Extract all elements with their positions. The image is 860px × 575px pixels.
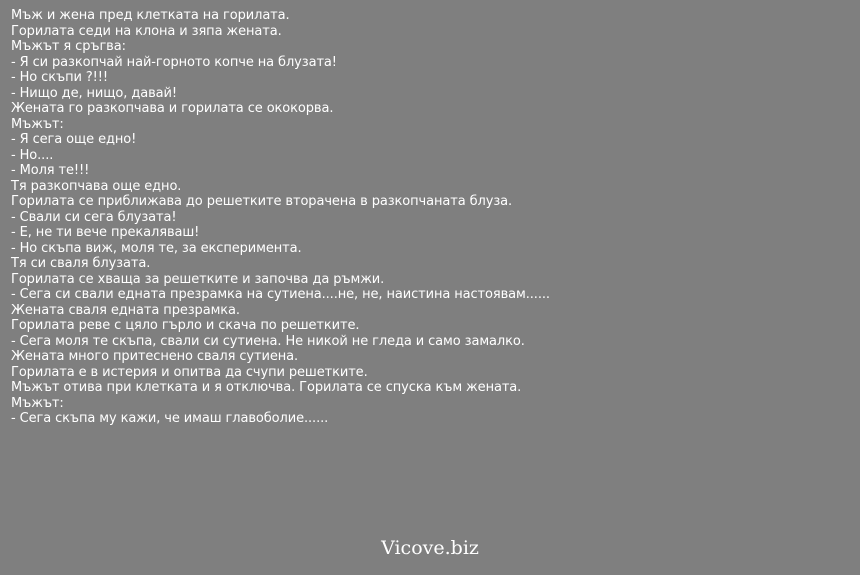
joke-line: - Но скъпа виж, моля те, за експеримента. — [11, 240, 302, 256]
joke-line: Мъж и жена пред клетката на горилата. — [11, 8, 290, 23]
joke-line: - Сега моля те скъпа, свали си сутиена. Не никой не гледа и само замалко. — [11, 333, 525, 349]
joke-line: Мъжът отива при клетката и я отключва. Горилата се спуска към жената. — [11, 380, 522, 395]
joke-line: Горилата се хваща за решетките и започва да ръмжи. — [11, 271, 385, 287]
joke-line: Тя си сваля блузата. — [11, 256, 151, 271]
joke-line: - Но скъпи ?!!! — [11, 70, 108, 85]
joke-line: - Нищо де, нищо, давай! — [11, 85, 177, 101]
joke-line: - Сега си свали едната презрамка на сутиена....не, не, наистина настоявам...... — [11, 287, 550, 302]
joke-line: Горилата е в истерия и опитва да счупи решетките. — [11, 364, 368, 380]
joke-line: Мъжът: — [11, 116, 64, 132]
joke-text — [11, 8, 851, 427]
joke-line: - Сега скъпа му кажи, че имаш главоболие...... — [11, 411, 329, 426]
joke-line: Мъжът я сръгва: — [11, 39, 126, 54]
joke-line: Жената сваля едната презрамка. — [11, 302, 240, 318]
joke-line: Горилата седи на клона и зяпа жената. — [11, 23, 282, 39]
joke-line: - Свали си сега блузата! — [11, 209, 177, 225]
joke-line: Горилата се приближава до решетките вторачена в разкопчаната блуза. — [11, 194, 513, 209]
joke-line: - Е, не ти вече прекаляваш! — [11, 225, 200, 240]
joke-line: - Моля те!!! — [11, 163, 90, 178]
joke-line: - Но.... — [11, 147, 54, 163]
joke-line: - Я сега още едно! — [11, 132, 137, 147]
site-watermark: Vicove.biz — [381, 537, 479, 559]
joke-line: Жената много притеснено сваля сутиена. — [11, 349, 299, 364]
joke-line: Мъжът: — [11, 395, 64, 411]
joke-line: - Я си разкопчай най-горното копче на блузата! — [11, 54, 337, 70]
joke-line: Жената го разкопчава и горилата се ококорва. — [11, 101, 334, 116]
joke-line: Горилата реве с цяло гърло и скача по решетките. — [11, 318, 360, 333]
joke-line: Тя разкопчава още едно. — [11, 178, 182, 194]
